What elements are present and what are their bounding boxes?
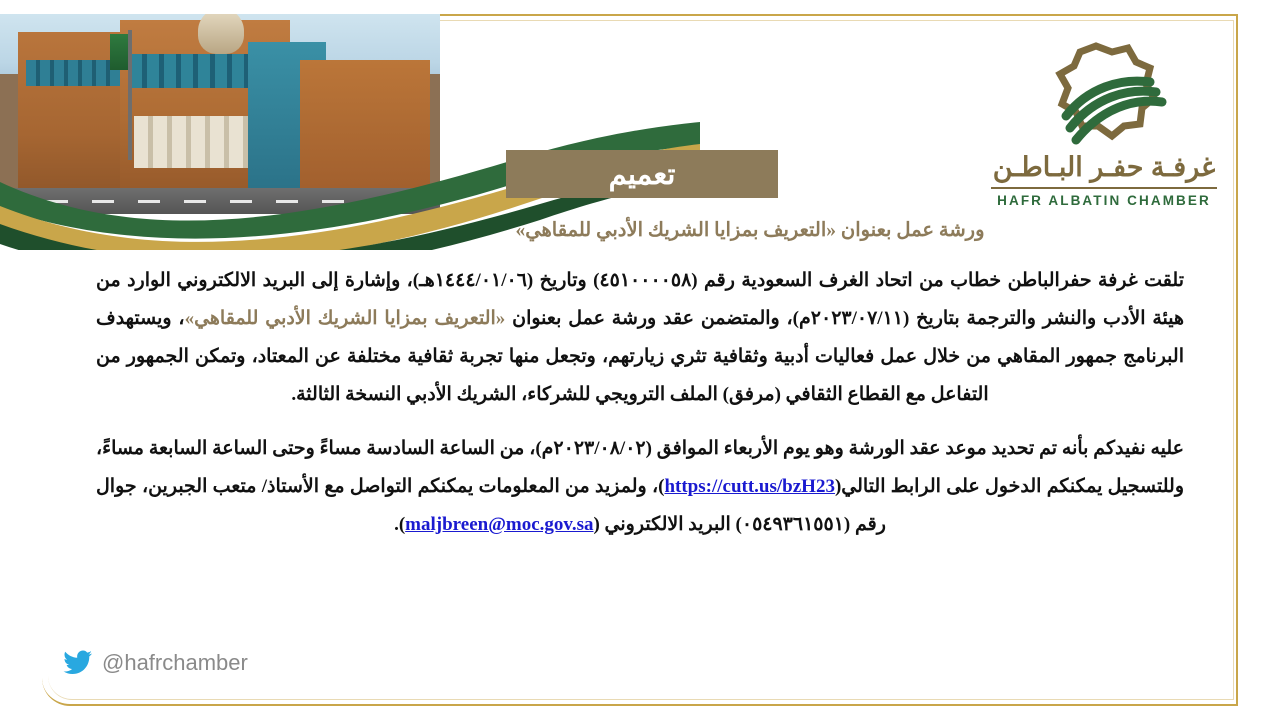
paragraph-1-text-b: ، ويستهدف البرنامج جمهور المقاهي من خلال عمل فعاليات أدبية وثقافية تثري زيارتهم، وتجعل منها تجربة ثقافية مختلفة عن المعتاد، وتمكن الجمهور من التفاعل مع القطاع الثقافي (مرفق) الملف الترويجي للشركاء، الشريك الأدبي النسخة الثالثة.	[96, 308, 1184, 405]
contact-email-link[interactable]: maljbreen@moc.gov.sa	[405, 514, 594, 535]
paragraph-2-text-a: عليه نفيدكم بأنه تم تحديد موعد عقد الورشة وهو يوم الأربعاء الموافق (٢٠٢٣/٠٨/٠٢م)، من الساعة السادسة مساءً وحتى الساعة السابعة مساءً، وللتسجيل يمكنكم الدخول على الرابط التالي(	[96, 438, 1184, 497]
paragraph-2-text-c: ).	[394, 514, 406, 535]
chamber-logo	[984, 42, 1224, 212]
logo-arabic-name: غرفـة حفـر البـاطـن	[992, 152, 1216, 182]
twitter-bird-icon	[62, 650, 92, 676]
paragraph-2-text-b: )، ولمزيد من المعلومات يمكنكم التواصل مع الأستاذ/ متعب الجبرين، جوال رقم (٠٥٤٩٣٦١٥٥١) البريد الالكتروني (	[96, 476, 886, 535]
logo-english-name: HAFR ALBATIN CHAMBER	[997, 193, 1211, 208]
paragraph-1-text-a: تلقت غرفة حفرالباطن خطاب من اتحاد الغرف السعودية رقم (٤٥١٠٠٠٠٥٨) وتاريخ (١٤٤٤/٠١/٠٦هـ)، وإشارة إلى البريد الالكتروني الوارد من هيئة الأدب والنشر والترجمة بتاريخ (٢٠٢٣/٠٧/١١م)، والمتضمن عقد ورشة عمل بعنوان	[96, 270, 1185, 329]
document-body	[96, 262, 1184, 544]
workshop-subtitle: ورشة عمل بعنوان «التعريف بمزايا الشريك الأدبي للمقاهي»	[515, 220, 985, 241]
paragraph-1-workshop-title: «التعريف بمزايا الشريك الأدبي للمقاهي»	[184, 308, 506, 329]
paragraph-2	[96, 430, 1184, 544]
paragraph-1	[96, 262, 1184, 414]
twitter-handle-text: @hafrchamber	[102, 650, 248, 675]
chamber-logo-mark	[984, 42, 1224, 150]
document-title-badge: تعميم	[506, 150, 778, 198]
social-handle	[62, 650, 248, 676]
registration-link[interactable]: https://cutt.us/bzH23	[664, 476, 835, 497]
logo-divider	[991, 187, 1217, 189]
